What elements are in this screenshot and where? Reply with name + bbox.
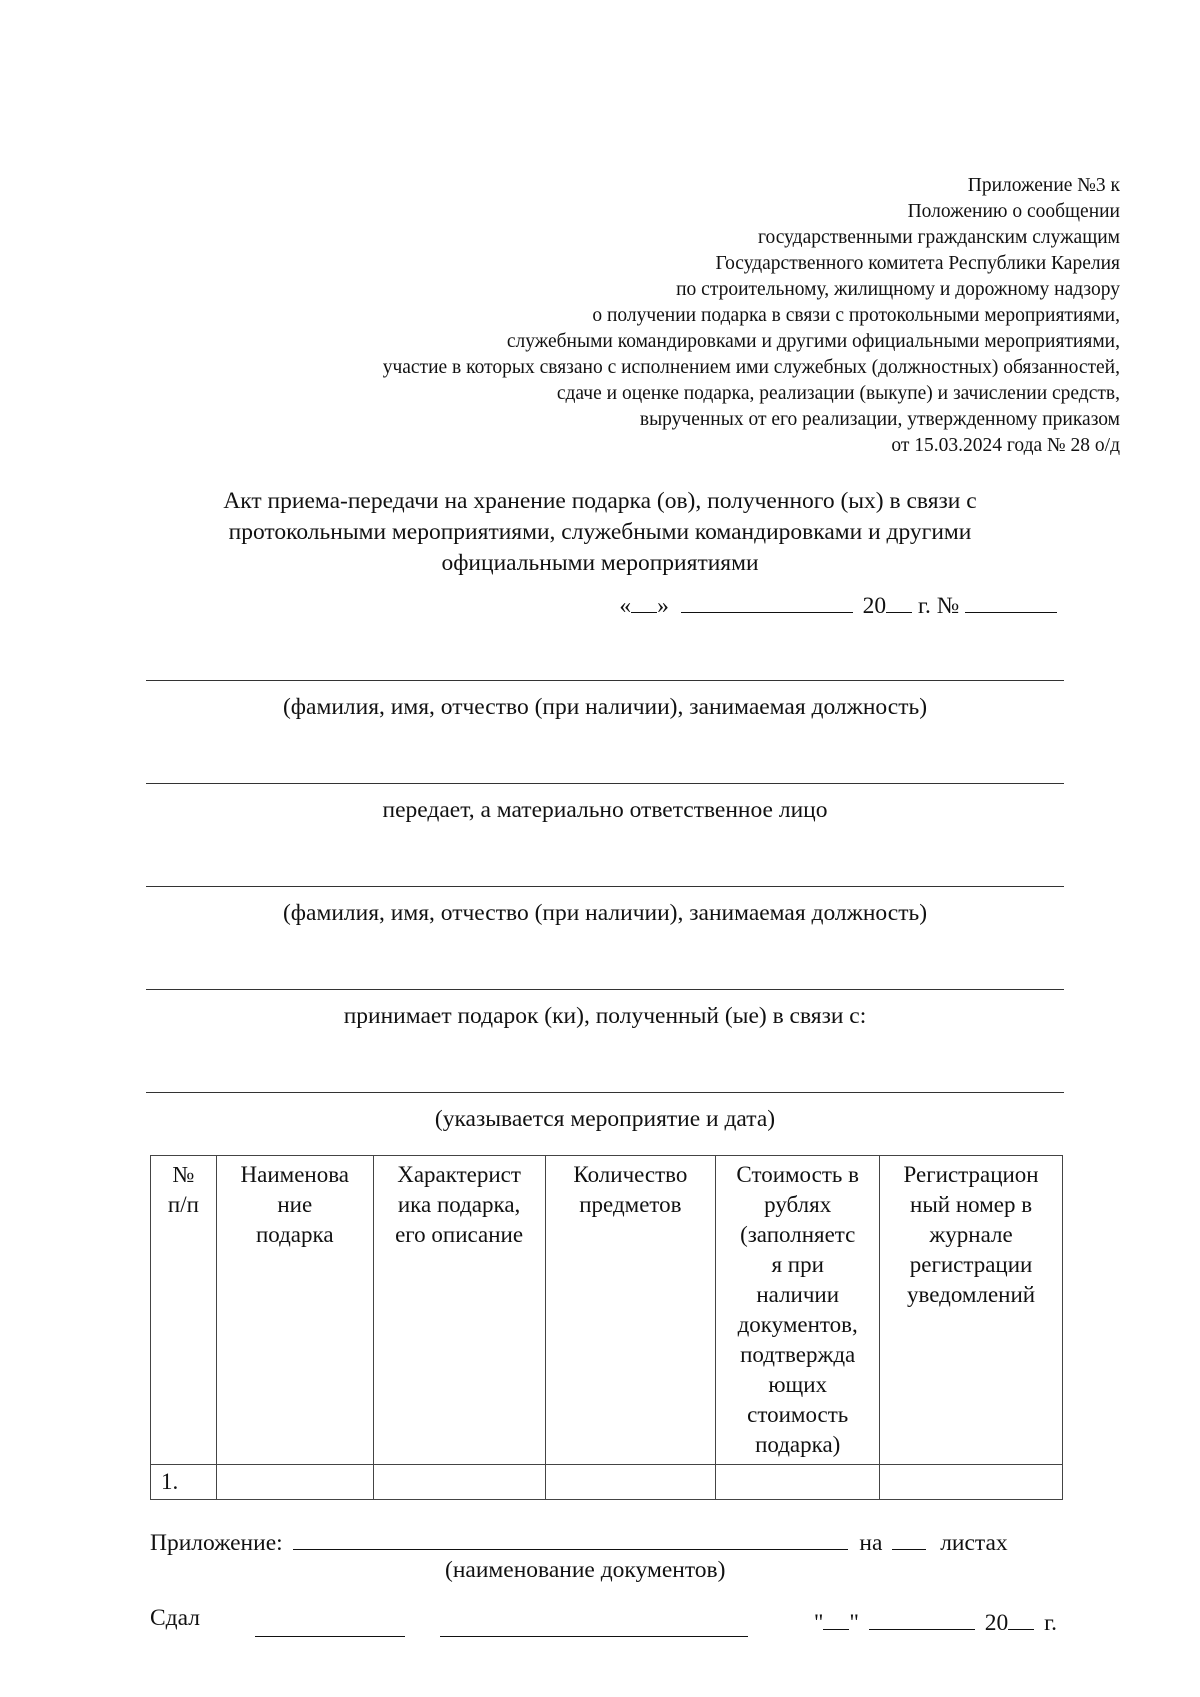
signature-day-blank[interactable] xyxy=(823,1605,849,1630)
appendix-caption: (наименование документов) xyxy=(445,1557,726,1583)
table-header-row xyxy=(151,1156,1063,1465)
year-suffix: г. xyxy=(917,593,931,619)
close-quote: " xyxy=(849,1610,859,1636)
transferor-caption: (фамилия, имя, отчество (при наличии), занимаемая должность) xyxy=(282,694,928,720)
transfers-line[interactable] xyxy=(146,783,1064,784)
cell-gift-description[interactable] xyxy=(373,1465,545,1500)
cell-registration-number[interactable] xyxy=(880,1465,1063,1500)
header-cost: Стоимость в рублях (заполняетс я при наличии документов, подтвержда ющих стоимость подарка) xyxy=(716,1156,880,1465)
open-quote: " xyxy=(813,1610,824,1636)
act-date-line xyxy=(619,588,1057,620)
title-line: Акт приема-передачи на хранение подарка (ов), полученного (ых) в связи с xyxy=(223,488,977,514)
annex-line: о получении подарка в связи с протокольными мероприятиями, xyxy=(592,305,1120,326)
annex-line: Положению о сообщении xyxy=(907,201,1120,222)
event-caption: (указывается мероприятие и дата) xyxy=(434,1106,776,1132)
title-line: официальными мероприятиями xyxy=(441,550,759,576)
table-row xyxy=(151,1465,1063,1500)
appendix-on: на xyxy=(859,1530,883,1556)
annex-line: государственными гражданским служащим xyxy=(757,227,1120,248)
signature-year-blank[interactable] xyxy=(1008,1605,1034,1630)
event-line[interactable] xyxy=(146,1092,1064,1093)
signature-year-suffix: г. xyxy=(1044,1610,1057,1636)
header-number: № п/п xyxy=(151,1156,217,1465)
open-quote: « xyxy=(619,593,632,619)
signature-blank[interactable] xyxy=(255,1612,405,1637)
accepts-line[interactable] xyxy=(146,989,1064,990)
transferor-line[interactable] xyxy=(146,680,1064,681)
month-blank[interactable] xyxy=(681,588,853,613)
appendix-line xyxy=(150,1525,1008,1557)
gifts-table xyxy=(150,1155,1063,1500)
annex-line: от 15.03.2024 года № 28 о/д xyxy=(891,435,1120,456)
number-sign: № xyxy=(936,593,960,619)
day-blank[interactable] xyxy=(631,588,657,613)
annex-header xyxy=(220,173,1120,459)
year-prefix: 20 xyxy=(862,593,887,619)
header-quantity: Количество предметов xyxy=(545,1156,716,1465)
header-gift-name: Наименова ние подарка xyxy=(216,1156,373,1465)
cell-number: 1. xyxy=(151,1465,217,1500)
annex-line: вырученных от его реализации, утвержденному приказом xyxy=(639,409,1120,430)
annex-line: служебными командировками и другими официальными мероприятиями, xyxy=(506,331,1120,352)
signature-year-prefix: 20 xyxy=(984,1610,1009,1636)
annex-line: Государственного комитета Республики Карелия xyxy=(715,253,1120,274)
title-line: протокольными мероприятиями, служебными командировками и другими xyxy=(228,519,972,545)
document-title xyxy=(150,486,1050,579)
receiver-line[interactable] xyxy=(146,886,1064,887)
transfers-caption: передает, а материально ответственное лицо xyxy=(382,797,828,823)
signature-label: Сдал xyxy=(150,1605,200,1631)
annex-line: участие в которых связано с исполнением ими служебных (должностных) обязанностей, xyxy=(382,357,1120,378)
annex-line: Приложение №3 к xyxy=(967,175,1120,196)
cell-quantity[interactable] xyxy=(545,1465,716,1500)
appendix-sheets: листах xyxy=(940,1530,1008,1556)
appendix-sheets-blank[interactable] xyxy=(892,1525,926,1550)
annex-line: по строительному, жилищному и дорожному надзору xyxy=(676,279,1120,300)
appendix-label: Приложение: xyxy=(150,1530,283,1556)
header-registration-number: Регистрацион ный номер в журнале регистрации уведомлений xyxy=(880,1156,1063,1465)
year-blank[interactable] xyxy=(886,588,912,613)
header-gift-description: Характерист ика подарка, его описание xyxy=(373,1156,545,1465)
annex-line: сдаче и оценке подарка, реализации (выкупе) и зачислении средств, xyxy=(556,383,1120,404)
cell-cost[interactable] xyxy=(716,1465,880,1500)
act-number-blank[interactable] xyxy=(965,588,1057,613)
signature-month-blank[interactable] xyxy=(869,1605,975,1630)
signature-date-line xyxy=(814,1605,1057,1637)
cell-gift-name[interactable] xyxy=(216,1465,373,1500)
appendix-documents-blank[interactable] xyxy=(293,1525,848,1550)
receiver-caption: (фамилия, имя, отчество (при наличии), занимаемая должность) xyxy=(282,900,928,926)
close-quote: » xyxy=(657,593,669,619)
signature-name-blank[interactable] xyxy=(440,1612,748,1637)
accepts-caption: принимает подарок (ки), полученный (ые) в связи с: xyxy=(343,1003,867,1029)
